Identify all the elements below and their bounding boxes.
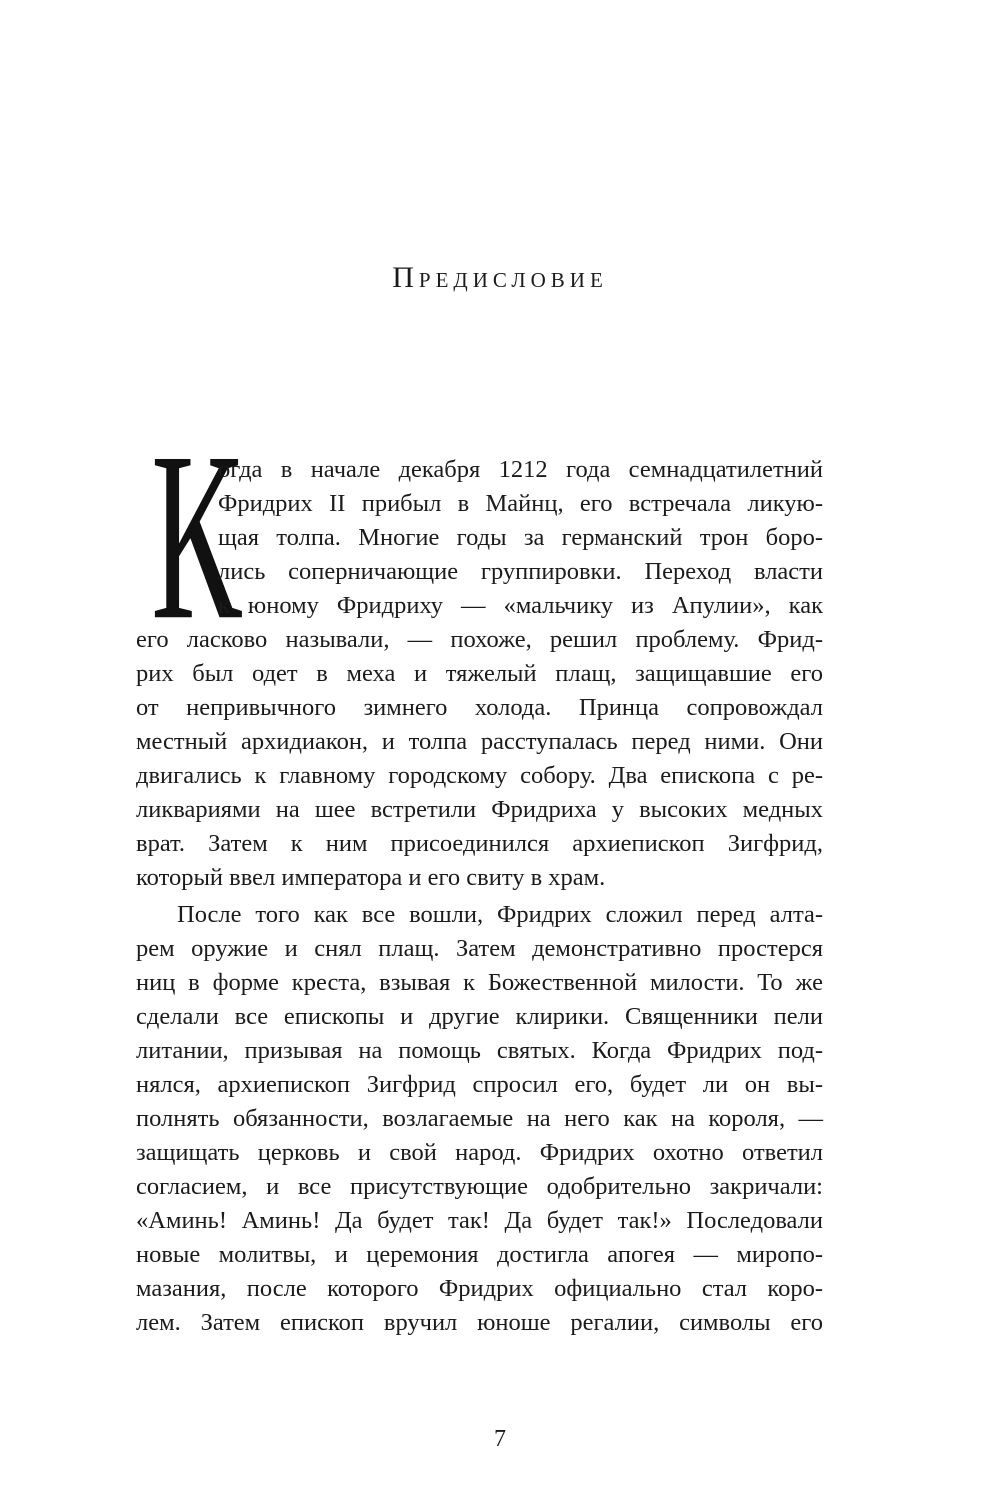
text-line: ниц в форме креста, взывая к Божественной милости. То же: [136, 969, 823, 996]
text-line: щая толпа. Многие годы за германский трон боро-: [218, 524, 823, 551]
drop-cap-letter: К: [151, 402, 242, 670]
text-line: «Аминь! Аминь! Да будет так! Да будет так!» Последовали: [136, 1207, 823, 1234]
drop-cap: [135, 402, 242, 670]
text-line: Фридрих II прибыл в Майнц, его встречала ликую-: [218, 490, 823, 517]
text-line: После того как все вошли, Фридрих сложил перед алта-: [177, 901, 823, 928]
text-line: двигались к главному городскому собору. Два епископа с ре-: [136, 762, 823, 789]
text-line: рих был одет в меха и тяжелый плащ, защищавшие его: [136, 660, 823, 687]
text-line: нялся, архиепископ Зигфрид спросил его, будет ли он вы-: [136, 1071, 823, 1098]
text-line: новые молитвы, и церемония достигла апогея — миропо-: [136, 1241, 823, 1268]
text-line: полнять обязанности, возлагаемые на него как на короля, —: [136, 1105, 823, 1132]
page-number: 7: [494, 1426, 506, 1452]
text-line: рем оружие и снял плащ. Затем демонстративно простерся: [136, 935, 823, 962]
text-line: врат. Затем к ним присоединился архиепископ Зигфрид,: [136, 830, 823, 857]
text-line: местный архидиакон, и толпа расступалась перед ними. Они: [136, 728, 823, 755]
text-line: защищать церковь и свой народ. Фридрих охотно ответил: [136, 1139, 823, 1166]
text-line: лем. Затем епископ вручил юноше регалии, символы его: [136, 1309, 823, 1336]
text-line: к юному Фридриху — «мальчику из Апулии», как: [218, 592, 823, 619]
text-line: сделали все епископы и другие клирики. Священники пели: [136, 1003, 823, 1030]
text-line: согласием, и все присутствующие одобрительно закричали:: [136, 1173, 823, 1200]
text-line: от непривычного зимнего холода. Принца сопровождал: [136, 694, 823, 721]
text-line: литании, призывая на помощь святых. Когда Фридрих под-: [136, 1037, 823, 1064]
text-line: лись соперничающие группировки. Переход власти: [218, 558, 823, 585]
chapter-heading: Предисловие: [392, 261, 608, 294]
text-line: который ввел императора и его свиту в храм.: [136, 864, 606, 891]
text-line: огда в начале декабря 1212 года семнадцатилетний: [218, 456, 823, 483]
text-line: его ласково называли, — похоже, решил проблему. Фрид-: [136, 626, 823, 653]
text-line: мазания, после которого Фридрих официально стал коро-: [136, 1275, 823, 1302]
text-line: ликвариями на шее встретили Фридриха у высоких медных: [136, 796, 823, 823]
